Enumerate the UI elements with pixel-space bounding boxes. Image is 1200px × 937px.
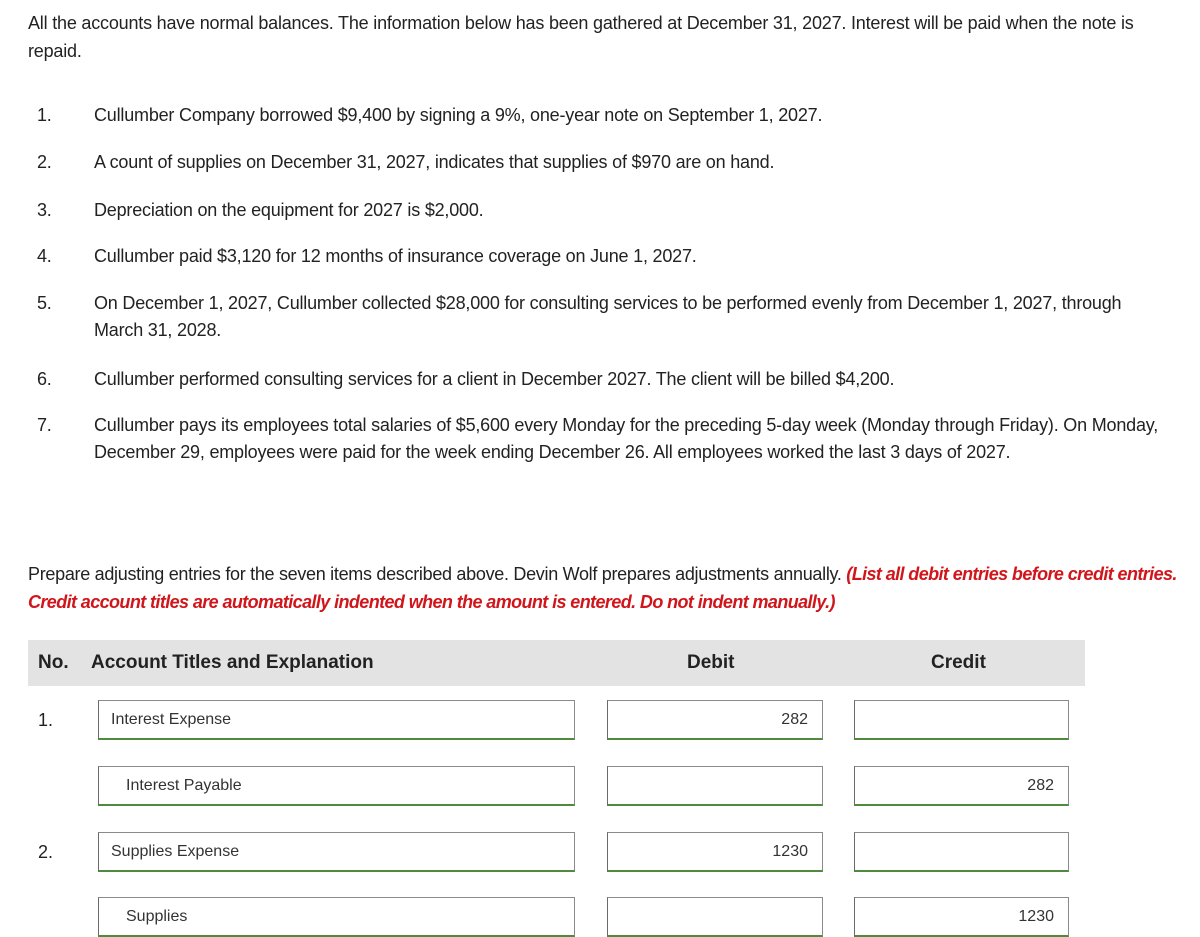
entry-number: 2.	[38, 842, 54, 862]
credit-amount-input[interactable]	[854, 897, 1069, 937]
list-item-text: A count of supplies on December 31, 2027, indicates that supplies of $970 are on hand.	[94, 152, 775, 172]
debit-amount-input[interactable]	[607, 766, 823, 806]
list-item-text: Cullumber paid $3,120 for 12 months of insurance coverage on June 1, 2027.	[94, 246, 697, 266]
list-item-text: Depreciation on the equipment for 2027 is $2,000.	[94, 200, 484, 220]
problem-intro: All the accounts have normal balances. The information below has been gathered at December 31, 2027. Interest will be paid when the note is repaid.	[28, 13, 1134, 61]
credit-amount-input[interactable]	[854, 766, 1069, 806]
list-item-text: Cullumber Company borrowed $9,400 by signing a 9%, one-year note on September 1, 2027.	[94, 105, 823, 125]
credit-amount-input[interactable]	[854, 832, 1069, 872]
credit-amount-input[interactable]	[854, 700, 1069, 740]
list-item-number: 1.	[37, 105, 52, 125]
header-credit: Credit	[931, 652, 986, 673]
list-item-number: 3.	[37, 200, 52, 220]
account-title-input[interactable]	[98, 766, 575, 806]
debit-amount-input[interactable]	[607, 700, 823, 740]
list-item-number: 6.	[37, 369, 52, 389]
list-item-number: 4.	[37, 246, 52, 266]
instructions-text: Prepare adjusting entries for the seven items described above. Devin Wolf prepares adjustments annually.	[28, 564, 847, 584]
instructions	[28, 560, 1188, 616]
account-title-input[interactable]	[98, 897, 575, 937]
list-item-number: 2.	[37, 152, 52, 172]
header-account: Account Titles and Explanation	[91, 652, 374, 673]
list-item-number: 5.	[37, 293, 52, 313]
header-no: No.	[38, 652, 69, 673]
debit-amount-input[interactable]	[607, 832, 823, 872]
list-item-text: On December 1, 2027, Cullumber collected $28,000 for consulting services to be performed evenly from December 1, 2027, through March 31, 2028.	[94, 293, 1122, 340]
account-title-input[interactable]	[98, 832, 575, 872]
list-item-text: Cullumber performed consulting services for a client in December 2027. The client will be billed $4,200.	[94, 369, 895, 389]
debit-amount-input[interactable]	[607, 897, 823, 937]
account-title-input[interactable]	[98, 700, 575, 740]
list-item-text: Cullumber pays its employees total salaries of $5,600 every Monday for the preceding 5-day week (Monday through Friday). On Monday, December 29, employees were paid for the week ending December 26. All employees worked the last 3 days of 2027.	[94, 415, 1159, 462]
list-item-number: 7.	[37, 415, 52, 435]
entry-number: 1.	[38, 710, 54, 730]
journal-table-header	[28, 640, 1085, 686]
header-debit: Debit	[687, 652, 735, 673]
instructions-note: (List all debit entries before credit entries. Credit account titles are automatically indented when the amount is entered. Do not indent manually.)	[28, 564, 1177, 612]
